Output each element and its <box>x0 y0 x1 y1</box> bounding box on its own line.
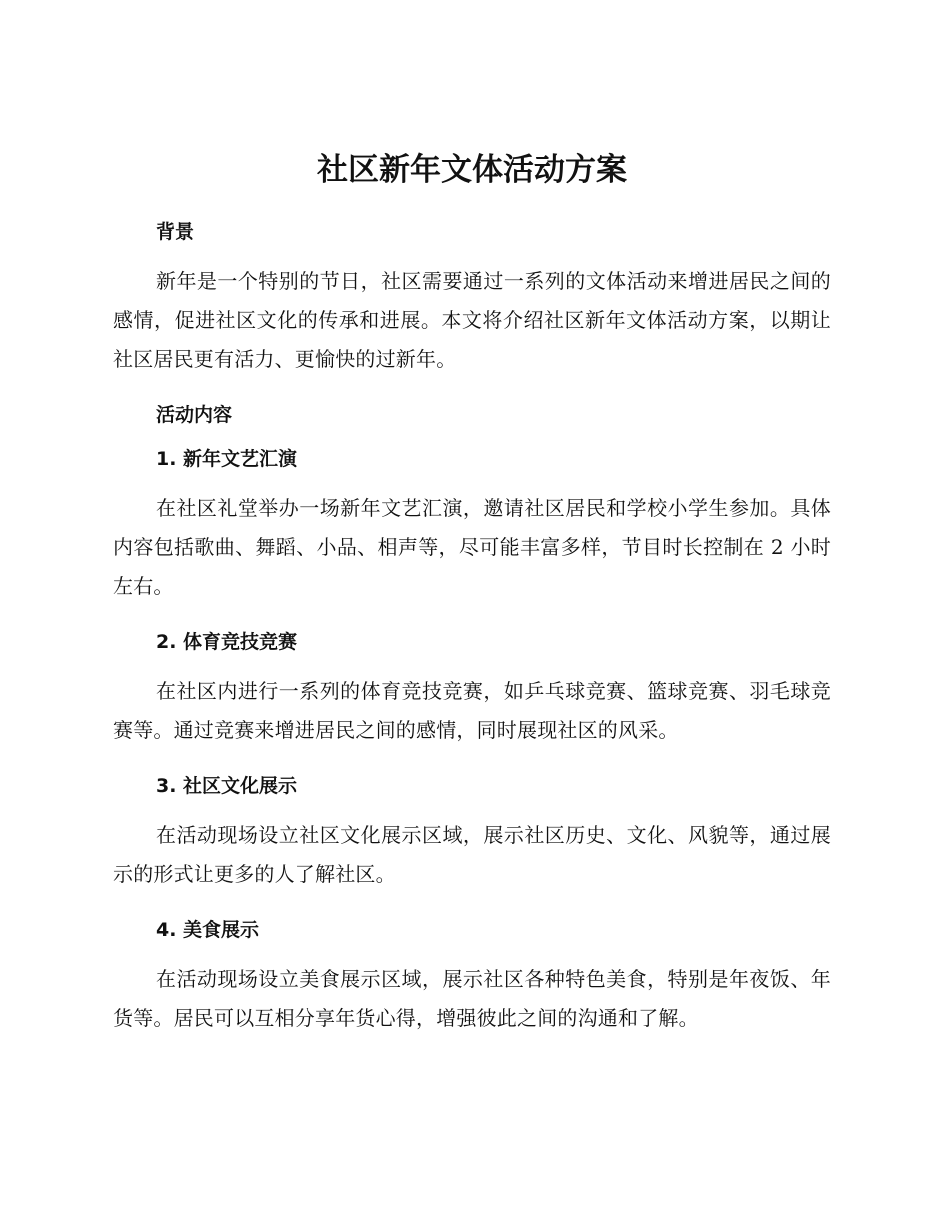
section-paragraph-community-culture: 在活动现场设立社区文化展示区域，展示社区历史、文化、风貌等，通过展示的形式让更多的人了解社区。 <box>113 823 831 886</box>
document-title: 社区新年文体活动方案 <box>317 152 627 188</box>
section-paragraph-background: 新年是一个特别的节日，社区需要通过一系列的文体活动来增进居民之间的感情，促进社区文化的传承和进展。本文将介绍社区新年文体活动方案，以期让社区居民更有活力、更愉快的过新年。 <box>113 269 831 371</box>
section-paragraph-sports-competition: 在社区内进行一系列的体育竞技竞赛，如乒乓球竞赛、篮球竞赛、羽毛球竞赛等。通过竞赛来增进居民之间的感情，同时展现社区的风采。 <box>113 679 831 742</box>
section-heading-new-year-performance: 1. 新年文艺汇演 <box>156 448 298 470</box>
section-heading-background: 背景 <box>156 221 195 243</box>
section-heading-sports-competition: 2. 体育竞技竞赛 <box>156 631 298 653</box>
section-paragraph-food-display: 在活动现场设立美食展示区域，展示社区各种特色美食，特别是年夜饭、年货等。居民可以互相分享年货心得，增强彼此之间的沟通和了解。 <box>113 967 831 1030</box>
document-page <box>113 150 831 1038</box>
section-heading-community-culture: 3. 社区文化展示 <box>156 775 298 797</box>
section-heading-activity-content: 活动内容 <box>156 404 233 426</box>
section-heading-food-display: 4. 美食展示 <box>156 919 260 941</box>
section-paragraph-new-year-performance: 在社区礼堂举办一场新年文艺汇演，邀请社区居民和学校小学生参加。具体内容包括歌曲、舞蹈、小品、相声等，尽可能丰富多样，节目时长控制在 2 小时左右。 <box>113 496 831 598</box>
